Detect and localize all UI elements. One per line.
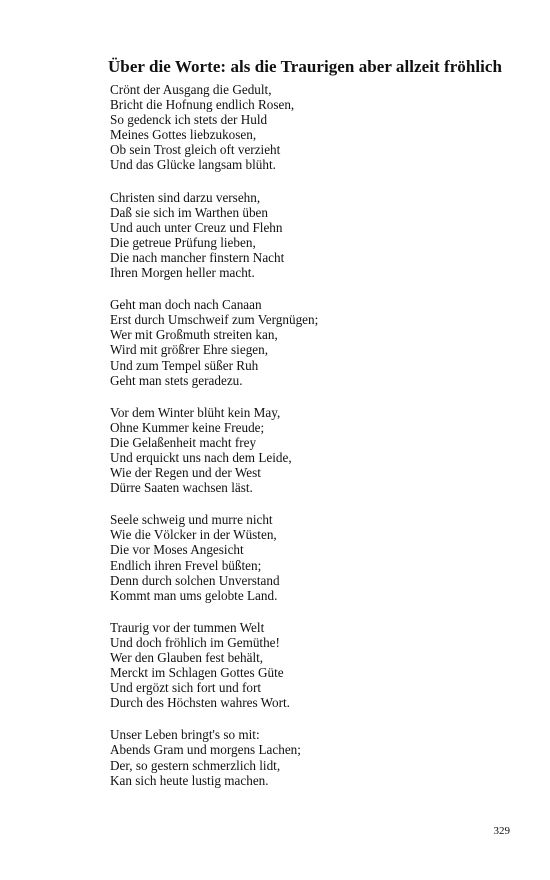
- verse-line: Und doch fröhlich im Gemüthe!: [110, 634, 280, 650]
- verse-line: Denn durch solchen Unverstand: [110, 572, 280, 588]
- verse-line: Christen sind darzu versehn,: [110, 189, 261, 205]
- verse-line: Geht man stets geradezu.: [110, 372, 243, 388]
- verse-line: Die vor Moses Angesicht: [110, 542, 244, 558]
- stanza: [110, 82, 510, 173]
- verse-line: Unser Leben bringt's so mit:: [110, 727, 260, 743]
- verse-line: Und das Glücke langsam blüht.: [110, 157, 276, 173]
- verse-line: Wie der Regen und der West: [110, 465, 261, 481]
- verse-line: Wie die Völcker in der Wüsten,: [110, 527, 277, 543]
- verse-line: Wer den Glauben fest behält,: [110, 650, 264, 665]
- verse-line: Kan sich heute lustig machen.: [110, 772, 269, 788]
- verse-line: Abends Gram und morgens Lachen;: [110, 742, 301, 758]
- verse-line: Dürre Saaten wachsen läst.: [110, 480, 253, 496]
- verse-line: So gedenck ich stets der Huld: [110, 112, 268, 128]
- verse-line: Merckt im Schlagen Gottes Güte: [110, 665, 284, 681]
- verse-line: Crönt der Ausgang die Gedult,: [110, 82, 272, 97]
- verse-line: Ohne Kummer keine Freude;: [110, 419, 265, 435]
- verse-line: Vor dem Winter blüht kein May,: [110, 404, 281, 420]
- verse-line: Bricht die Hofnung endlich Rosen,: [110, 97, 295, 113]
- poem-title: Über die Worte: als die Traurigen aber allzeit fröhlich: [107, 57, 503, 76]
- verse-line: Ihren Morgen heller macht.: [110, 265, 255, 281]
- page-number: 329: [493, 825, 510, 837]
- verse-line: Ob sein Trost gleich oft verzieht: [110, 142, 281, 158]
- verse-line: Und ergözt sich fort und fort: [110, 680, 262, 696]
- verse-line: Die Gelaßenheit macht frey: [110, 434, 257, 450]
- verse-line: Wer mit Großmuth streiten kan,: [110, 327, 278, 343]
- verse-line: Der, so gestern schmerzlich lidt,: [110, 757, 281, 773]
- verse-line: Und erquickt uns nach dem Leide,: [110, 449, 292, 465]
- stanza: [110, 297, 510, 388]
- verse-line: Die getreue Prüfung lieben,: [110, 234, 256, 250]
- stanza: [110, 190, 510, 281]
- verse-line: Die nach mancher finstern Nacht: [110, 249, 285, 265]
- verse-line: Traurig vor der tummen Welt: [110, 619, 265, 635]
- verse-line: Endlich ihren Frevel büßten;: [110, 557, 262, 573]
- verse-line: Und zum Tempel süßer Ruh: [110, 357, 259, 373]
- stanza: [110, 620, 510, 711]
- verse-line: Meines Gottes liebzukosen,: [110, 127, 257, 143]
- poem-body: [110, 82, 510, 805]
- stanza: [110, 727, 510, 787]
- verse-line: Und auch unter Creuz und Flehn: [110, 219, 283, 235]
- verse-line: Seele schweig und murre nicht: [110, 512, 273, 528]
- stanza: [110, 405, 510, 496]
- stanza: [110, 512, 510, 603]
- verse-line: Erst durch Umschweif zum Vergnügen;: [110, 312, 319, 328]
- verse-line: Durch des Höchsten wahres Wort.: [110, 695, 290, 711]
- verse-line: Wird mit größrer Ehre siegen,: [110, 342, 269, 358]
- verse-line: Daß sie sich im Warthen üben: [110, 204, 269, 220]
- verse-line: Kommt man ums gelobte Land.: [110, 587, 278, 603]
- verse-line: Geht man doch nach Canaan: [110, 297, 262, 313]
